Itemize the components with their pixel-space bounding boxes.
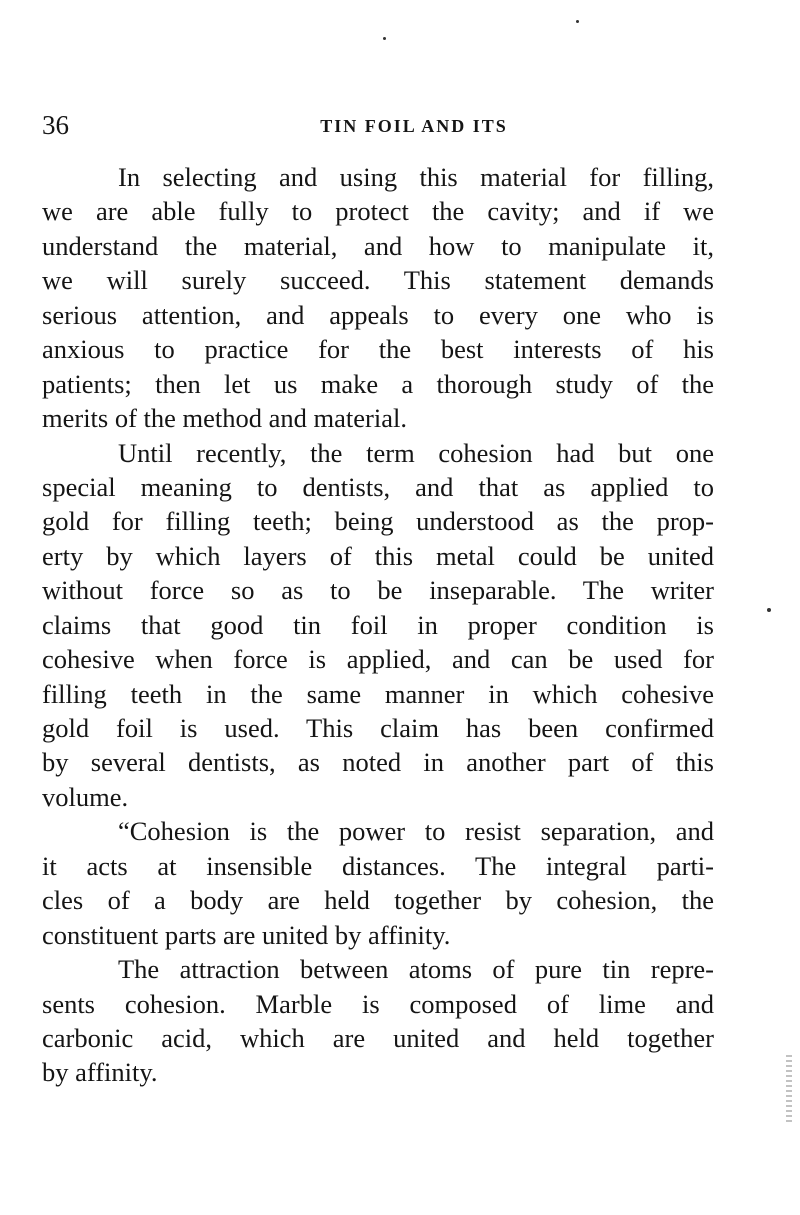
paragraph [42,160,714,436]
text-line: filling teeth in the same manner in which cohesive [42,678,714,709]
text-line: by affinity. [42,1057,158,1088]
text-line: Until recently, the term cohesion had but one [118,437,714,468]
text-line: by several dentists, as noted in another part of this [42,747,714,778]
text-line: The attraction between atoms of pure tin repre- [118,954,714,985]
page-body [42,160,714,1090]
text-line: constituent parts are united by affinity. [42,919,451,950]
running-title: TIN FOIL AND ITS [320,116,508,136]
paragraph [42,436,714,815]
text-line: cohesive when force is applied, and can be used for [42,644,714,675]
scan-edge-noise [786,1055,792,1125]
text-line: carbonic acid, which are united and held together [42,1022,714,1053]
text-line: sents cohesion. Marble is composed of lime and [42,988,714,1019]
scan-speck [767,608,771,612]
text-line: anxious to practice for the best interests of his [42,334,714,365]
text-line: erty by which layers of this metal could be united [42,540,714,571]
text-line: “Cohesion is the power to resist separation, and [118,816,714,847]
text-line: we will surely succeed. This statement demands [42,265,714,296]
page-number: 36 [42,110,69,140]
scan-speck [383,37,386,40]
text-line: understand the material, and how to manipulate it, [42,230,714,261]
paragraph [42,952,714,1090]
text-line: without force so as to be inseparable. The writer [42,575,714,606]
text-line: patients; then let us make a thorough study of the [42,368,714,399]
scan-speck [576,20,579,23]
text-line: In selecting and using this material for filling, [118,162,714,192]
text-line: it acts at insensible distances. The integral parti- [42,850,714,881]
text-line: gold foil is used. This claim has been confirmed [42,713,714,743]
text-line: we are able fully to protect the cavity; and if we [42,196,714,227]
text-line: claims that good tin foil in proper condition is [42,609,714,640]
paragraph [42,814,714,952]
text-line: cles of a body are held together by cohesion, the [42,885,714,916]
text-line: special meaning to dentists, and that as applied to [42,471,714,502]
text-line: merits of the method and material. [42,403,407,434]
text-line: volume. [42,781,129,812]
text-line: gold for filling teeth; being understood as the prop- [42,506,714,537]
text-line: serious attention, and appeals to every one who is [42,299,714,330]
